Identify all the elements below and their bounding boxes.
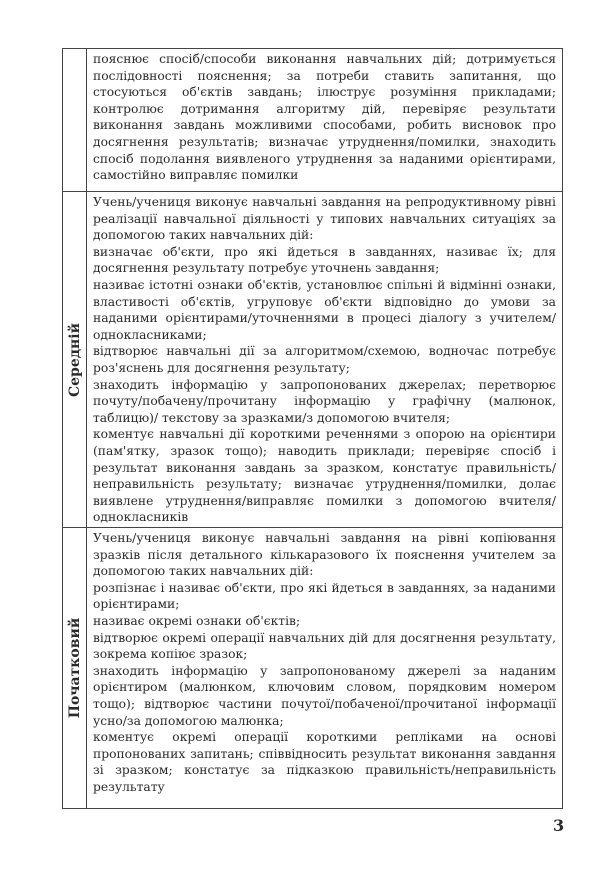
description-paragraph: пояснює спосіб/способи виконання навчальних дій; дотримується послідовності пояснення; за потреби ставить запитання, що стосуються об'єктів завдань; ілюструє розуміння прикладами; контролює дотримання алгоритму дій, перевіряє результати виконання завдань можливими способами, робить висновок про досягнення результатів; визначає утруднення/помилки, знаходить спосіб подолання виявленого утруднення за наданими орієнтирами, самостійно виправляє помилки <box>93 52 556 183</box>
table-row-pochatkovyi <box>63 527 562 808</box>
description-paragraph: коментує навчальні дії короткими реченнями з опорою на орієнтири (пам'ятку, зразок тощо); наводить приклади; перевіряє спосіб і результат виконання завдань за зразком, констатує правильність/неправильність результату; визначає утруднення/помилки, долає виявлене утруднення/виправляє помилки з допомогою вчителя/однокласників <box>93 427 556 525</box>
description-paragraph: Учень/учениця виконує навчальні завдання на рівні копіювання зразків після детального кількаразового їх пояснення учителем за допомогою таких навчальних дій: <box>93 531 556 579</box>
description-paragraph: знаходить інформацію у запропонованому джерелі за наданим орієнтиром (малюнком, ключовим словом, порядковим номером тощо); відтворює частини почутої/побаченої/прочитаної інформації усно/за допомогою малюнка; <box>93 663 556 728</box>
assessment-levels-table <box>62 48 563 809</box>
level-label: Початковий <box>66 617 83 719</box>
description-paragraph: розпізнає і називає об'єкти, про які йдеться в завданнях, за наданими орієнтирами; <box>93 580 556 612</box>
table-row-continued <box>63 49 562 191</box>
description-paragraph: Учень/учениця виконує навчальні завдання на репродуктивному рівні реалізації навчальної діяльності у типових навчальних ситуаціях за допомогою таких навчальних дій: <box>93 195 556 243</box>
level-cell <box>63 49 87 191</box>
description-cell <box>87 528 562 808</box>
table-row-serednii <box>63 191 562 527</box>
description-cell <box>87 49 562 191</box>
level-cell <box>63 528 87 808</box>
page-number: 3 <box>553 816 565 835</box>
description-paragraph: називає істотні ознаки об'єктів, установлює спільні й відмінні ознаки, властивості об'єктів, угруповує об'єкти відповідно до умови за наданими орієнтирами/уточненнями в процесі діалогу з учителем/однокласниками; <box>93 277 556 342</box>
description-paragraph: коментує окремі операції короткими репліками на основі пропонованих запитань; співвідносить результат виконання завдання зі зразком; констатує за підказкою правильність/неправильність результату <box>93 730 556 794</box>
description-paragraph: називає окремі ознаки об'єктів; <box>93 613 301 628</box>
description-paragraph: визначає об'єкти, про які йдеться в завданнях, називає їх; для досягнення результату потребує уточнень завдання; <box>93 244 556 276</box>
description-cell <box>87 192 562 527</box>
level-label: Середній <box>66 322 83 397</box>
description-paragraph: знаходить інформацію у запропонованих джерелах; перетворює почуту/побачену/прочитану інформацію у графічну (малюнок, таблицю)/ текстову за зразками/з допомогою вчителя; <box>93 377 556 425</box>
description-paragraph: відтворює окремі операції навчальних дій для досягнення результату, зокрема копіює зразок; <box>93 630 556 662</box>
description-paragraph: відтворює навчальні дії за алгоритмом/схемою, водночас потребує роз'яснень для досягнення результату; <box>93 344 556 375</box>
level-cell <box>63 192 87 527</box>
